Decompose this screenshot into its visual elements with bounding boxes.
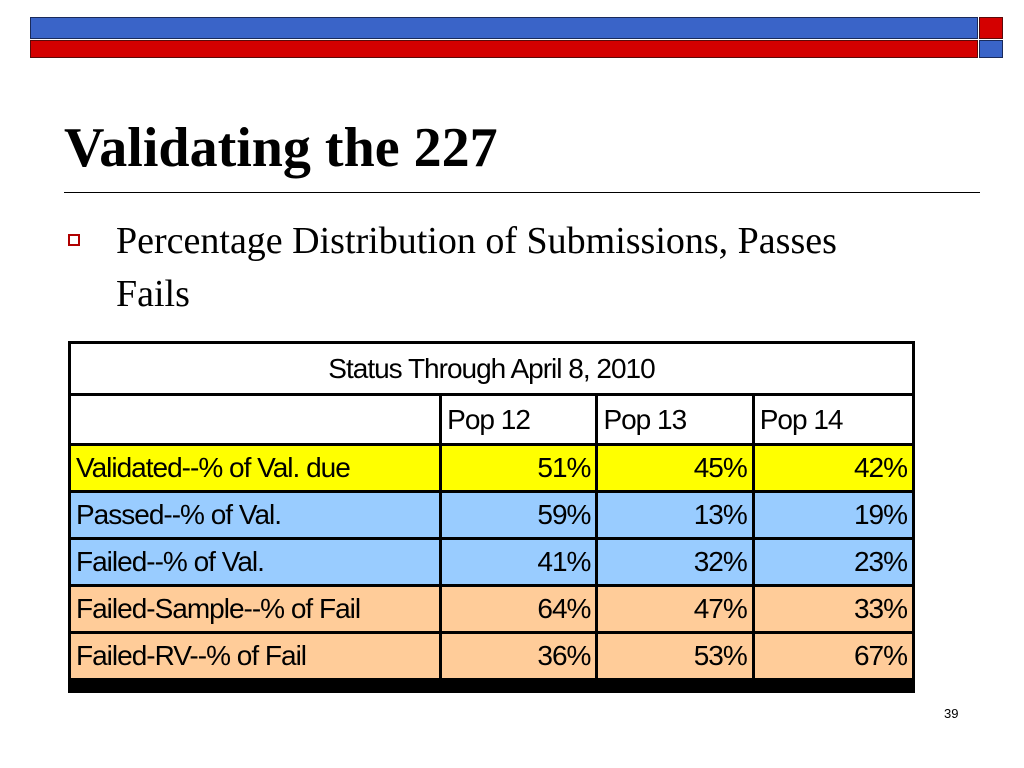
row-label: Failed--% of Val. <box>70 539 441 586</box>
row-value: 64% <box>441 586 597 633</box>
row-value: 36% <box>441 633 597 680</box>
table-caption-row <box>70 343 914 395</box>
table-row <box>70 445 914 492</box>
status-table-frame <box>68 341 915 693</box>
table-caption: Status Through April 8, 2010 <box>70 343 914 395</box>
header-blue-bar <box>30 17 978 39</box>
row-value: 23% <box>753 539 913 586</box>
slide-title: Validating the 227 <box>64 117 498 179</box>
row-label: Failed-Sample--% of Fail <box>70 586 441 633</box>
row-value: 53% <box>597 633 753 680</box>
row-value: 67% <box>753 633 913 680</box>
bullet-text: Percentage Distribution of Submissions, Passes Fails <box>116 220 837 315</box>
row-value: 59% <box>441 492 597 539</box>
title-divider <box>64 192 980 193</box>
row-value: 51% <box>441 445 597 492</box>
status-table <box>68 341 915 681</box>
table-header-cell: Pop 14 <box>753 395 913 445</box>
header-red-bar <box>30 40 978 58</box>
header-corner-blue-square <box>979 40 1003 58</box>
row-label: Validated--% of Val. due <box>70 445 441 492</box>
table-header-cell: Pop 12 <box>441 395 597 445</box>
table-header-cell: Pop 13 <box>597 395 753 445</box>
header-corner-red-square <box>979 17 1003 39</box>
table-row <box>70 586 914 633</box>
table-header-cell <box>70 395 441 445</box>
row-value: 41% <box>441 539 597 586</box>
table-header-row <box>70 395 914 445</box>
table-row <box>70 633 914 680</box>
row-value: 45% <box>597 445 753 492</box>
row-value: 42% <box>753 445 913 492</box>
row-value: 19% <box>753 492 913 539</box>
row-value: 47% <box>597 586 753 633</box>
row-value: 13% <box>597 492 753 539</box>
table-row <box>70 492 914 539</box>
table-row <box>70 539 914 586</box>
row-label: Passed--% of Val. <box>70 492 441 539</box>
square-bullet-icon <box>68 234 80 246</box>
row-label: Failed-RV--% of Fail <box>70 633 441 680</box>
row-value: 32% <box>597 539 753 586</box>
row-value: 33% <box>753 586 913 633</box>
page-number: 39 <box>944 706 959 721</box>
